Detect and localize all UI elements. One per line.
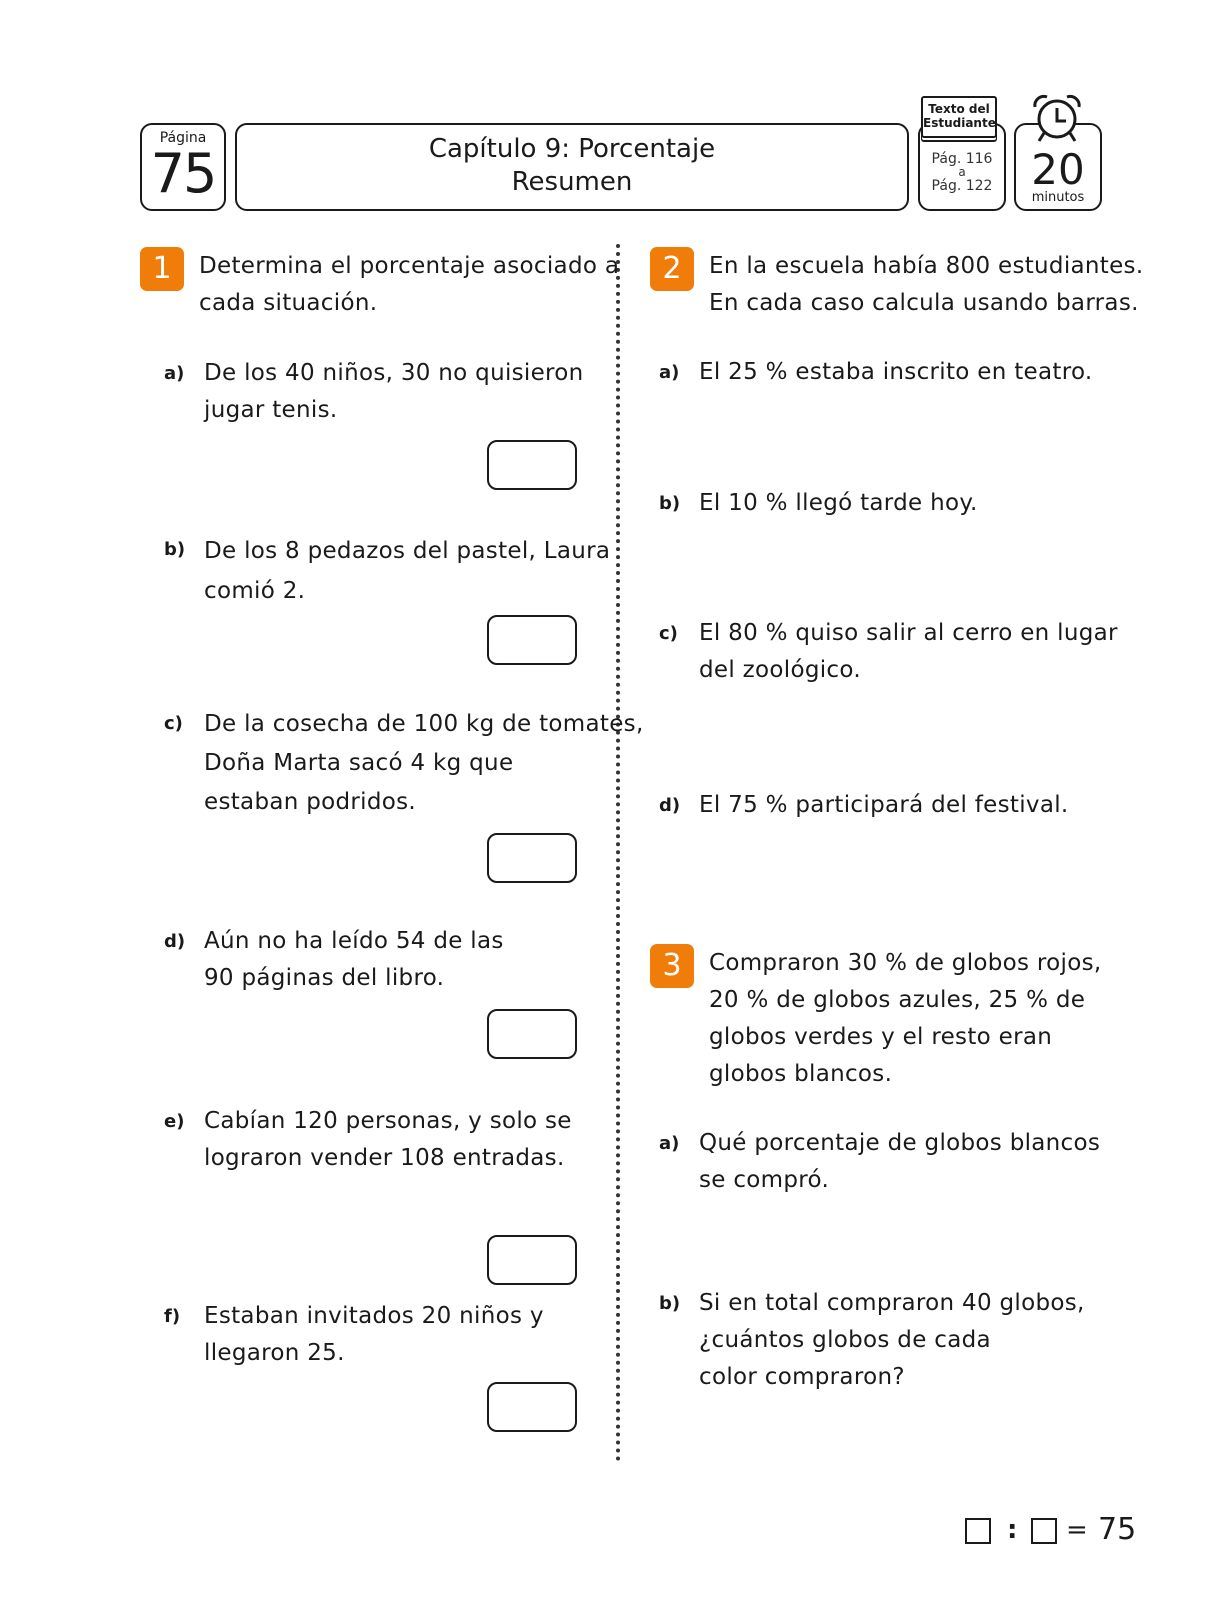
answer-box-1b[interactable]	[487, 615, 577, 665]
column-divider	[616, 244, 620, 1462]
question-1-prompt	[199, 248, 619, 322]
item-line: llegaron 25.	[204, 1340, 345, 1366]
item-letter: c)	[659, 623, 678, 644]
item-line: lograron vender 108 entradas.	[204, 1145, 565, 1171]
item-line: ¿cuántos globos de cada	[699, 1327, 991, 1353]
item-line: comió 2.	[204, 578, 306, 604]
answer-box-1a[interactable]	[487, 440, 577, 490]
item-line: se compró.	[699, 1167, 830, 1193]
footer-colon: :	[1007, 1515, 1018, 1545]
item-letter: a)	[659, 1133, 680, 1154]
item-line: El 25 % estaba inscrito en teatro.	[699, 359, 1093, 385]
answer-box-1d[interactable]	[487, 1009, 577, 1059]
chapter-title-box	[235, 123, 909, 211]
answer-box-1e[interactable]	[487, 1235, 577, 1285]
item-line: color compraron?	[699, 1364, 905, 1390]
question-1e-text	[204, 1103, 572, 1177]
prompt-line: En cada caso calcula usando barras.	[709, 290, 1139, 316]
question-1b-text	[204, 531, 610, 611]
prompt-line: En la escuela había 800 estudiantes.	[709, 253, 1144, 279]
item-line: Si en total compraron 40 globos,	[699, 1290, 1085, 1316]
book-icon	[921, 96, 997, 138]
question-1a-text	[204, 355, 584, 429]
pages-from: Pág. 116	[931, 151, 993, 167]
item-line: De los 40 niños, 30 no quisieron	[204, 360, 584, 386]
prompt-line: Determina el porcentaje asociado a	[199, 253, 620, 279]
page-number: 75	[150, 142, 216, 205]
item-line: jugar tenis.	[204, 397, 338, 423]
question-2c-text	[699, 615, 1118, 689]
prompt-line: globos verdes y el resto eran	[709, 1024, 1053, 1050]
item-line: Cabían 120 personas, y solo se	[204, 1108, 572, 1134]
chapter-subtitle: Resumen	[511, 167, 633, 197]
question-3-prompt	[709, 945, 1102, 1093]
item-line: Aún no ha leído 54 de las	[204, 928, 504, 954]
item-line: Estaban invitados 20 niños y	[204, 1303, 544, 1329]
item-line: 90 páginas del libro.	[204, 965, 445, 991]
question-2-prompt	[709, 248, 1143, 322]
item-letter: d)	[164, 931, 186, 952]
footer-page-number: 75	[1098, 1512, 1137, 1547]
page-label: Página	[159, 130, 207, 146]
item-line: El 10 % llegó tarde hoy.	[699, 490, 978, 516]
footer-box-1	[965, 1518, 991, 1544]
page-number-box	[140, 123, 226, 211]
chapter-title: Capítulo 9: Porcentaje	[428, 134, 716, 164]
question-2-badge: 2	[650, 247, 694, 291]
item-line: El 75 % participará del festival.	[699, 792, 1069, 818]
item-line: del zoológico.	[699, 657, 861, 683]
item-line: El 80 % quiso salir al cerro en lugar	[699, 620, 1118, 646]
item-letter: a)	[164, 363, 185, 384]
book-label-line1: Texto del	[928, 102, 990, 116]
question-3a-text	[699, 1125, 1100, 1199]
item-letter: b)	[659, 493, 681, 514]
page-footer	[965, 1512, 1135, 1548]
time-value: 20	[1031, 145, 1085, 194]
question-3b-text	[699, 1285, 1085, 1396]
item-letter: e)	[164, 1111, 185, 1132]
question-1-badge: 1	[140, 247, 184, 291]
question-3-badge: 3	[650, 944, 694, 988]
footer-equals: =	[1066, 1515, 1088, 1545]
prompt-line: Compraron 30 % de globos rojos,	[709, 950, 1102, 976]
answer-box-1f[interactable]	[487, 1382, 577, 1432]
item-letter: c)	[164, 713, 183, 734]
question-1c-text	[204, 705, 644, 822]
item-letter: b)	[164, 539, 186, 560]
time-unit: minutos	[1031, 190, 1085, 205]
item-line: Doña Marta sacó 4 kg que	[204, 750, 514, 776]
book-label-line2: Estudiante	[923, 116, 996, 130]
item-line: De los 8 pedazos del pastel, Laura	[204, 538, 611, 564]
question-1f-text	[204, 1298, 544, 1372]
item-line: De la cosecha de 100 kg de tomates,	[204, 711, 644, 737]
question-2a-text	[699, 354, 1093, 391]
alarm-clock-icon	[1029, 93, 1085, 145]
question-2d-text	[699, 787, 1069, 824]
footer-box-2	[1031, 1518, 1057, 1544]
item-letter: a)	[659, 362, 680, 383]
item-line: Qué porcentaje de globos blancos	[699, 1130, 1101, 1156]
item-letter: d)	[659, 795, 681, 816]
item-letter: f)	[164, 1306, 181, 1327]
answer-box-1c[interactable]	[487, 833, 577, 883]
pages-to: Pág. 122	[931, 178, 993, 194]
question-2b-text	[699, 485, 978, 522]
prompt-line: 20 % de globos azules, 25 % de	[709, 987, 1086, 1013]
prompt-line: globos blancos.	[709, 1061, 893, 1087]
item-line: estaban podridos.	[204, 789, 417, 815]
prompt-line: cada situación.	[199, 290, 378, 316]
question-1d-text	[204, 923, 504, 997]
item-letter: b)	[659, 1293, 681, 1314]
pages-separator: a	[958, 165, 966, 179]
